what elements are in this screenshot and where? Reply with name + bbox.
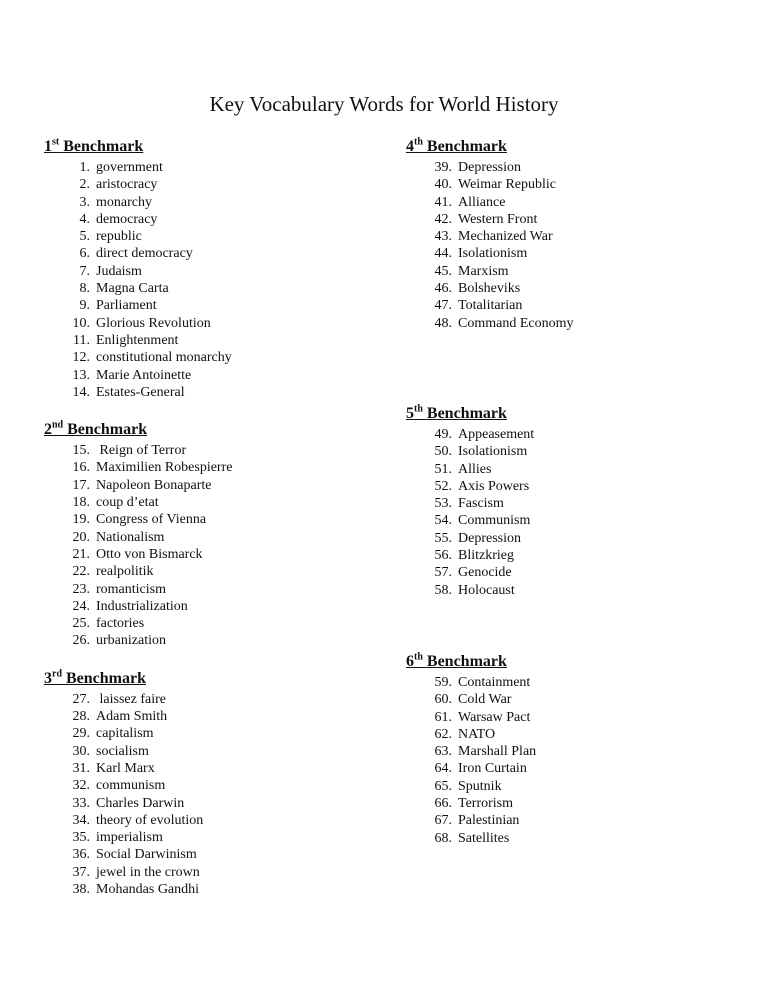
benchmark-section <box>406 403 746 599</box>
term-number: 4. <box>79 211 90 227</box>
term-item <box>44 598 374 615</box>
term-item <box>44 725 374 742</box>
term-item <box>44 632 374 649</box>
term-item <box>44 563 374 580</box>
term-item <box>406 228 746 245</box>
term-text: Bolsheviks <box>458 281 521 297</box>
term-number: 26. <box>72 633 90 649</box>
term-text: Satellites <box>458 830 510 846</box>
term-item <box>44 280 374 297</box>
benchmark-label: Benchmark <box>63 138 144 155</box>
term-item <box>406 547 746 564</box>
benchmark-number: 1 <box>44 138 52 155</box>
term-number: 61. <box>434 709 452 725</box>
benchmark-heading <box>406 136 746 158</box>
benchmark-section <box>406 651 746 847</box>
benchmark-ordinal-suffix: th <box>414 403 423 415</box>
benchmark-heading <box>406 403 746 425</box>
term-list <box>44 159 374 401</box>
term-text: Marshall Plan <box>458 744 537 760</box>
term-item <box>406 812 746 829</box>
term-text: Terrorism <box>458 796 514 812</box>
term-text: Holocaust <box>458 582 515 598</box>
term-number: 15. <box>72 443 90 459</box>
term-number: 38. <box>72 881 90 897</box>
term-number: 50. <box>434 444 452 460</box>
term-item <box>406 495 746 512</box>
term-number: 27. <box>72 691 90 707</box>
term-number: 14. <box>72 384 90 400</box>
term-number: 46. <box>434 281 452 297</box>
term-number: 52. <box>434 478 452 494</box>
term-item <box>44 511 374 528</box>
benchmark-section <box>44 419 374 650</box>
term-item <box>44 442 374 459</box>
term-text: Nationalism <box>96 529 165 545</box>
term-number: 63. <box>434 744 452 760</box>
term-item <box>406 461 746 478</box>
term-text: Totalitarian <box>458 298 523 314</box>
term-number: 5. <box>79 229 90 245</box>
term-item <box>406 726 746 743</box>
term-text: democracy <box>96 211 158 227</box>
term-item <box>406 582 746 599</box>
term-item <box>44 795 374 812</box>
term-item <box>406 280 746 297</box>
benchmark-ordinal-suffix: st <box>52 136 60 148</box>
term-item <box>406 512 746 529</box>
term-item <box>44 332 374 349</box>
term-text: republic <box>96 229 142 245</box>
term-number: 21. <box>72 546 90 562</box>
term-item <box>44 263 374 280</box>
term-text: theory of evolution <box>96 812 204 828</box>
term-text: romanticism <box>96 581 166 597</box>
term-item <box>406 245 746 262</box>
term-text: Alliance <box>458 194 506 210</box>
benchmark-section <box>44 668 374 899</box>
term-item <box>44 615 374 632</box>
term-item <box>44 581 374 598</box>
term-item <box>44 708 374 725</box>
term-number: 19. <box>72 512 90 528</box>
term-number: 34. <box>72 812 90 828</box>
term-item <box>406 315 746 332</box>
page-title: Key Vocabulary Words for World History <box>209 92 559 116</box>
term-text: Glorious Revolution <box>96 315 211 331</box>
term-number: 58. <box>434 582 452 598</box>
term-item <box>406 263 746 280</box>
term-item <box>44 315 374 332</box>
term-text: Adam Smith <box>96 709 168 725</box>
term-number: 29. <box>72 726 90 742</box>
term-text: direct democracy <box>96 246 193 262</box>
term-text: laissez faire <box>96 691 166 707</box>
term-text: Allies <box>458 461 492 477</box>
term-text: monarchy <box>96 194 152 210</box>
term-text: Isolationism <box>458 444 528 460</box>
term-text: Congress of Vienna <box>96 512 207 528</box>
term-item <box>44 211 374 228</box>
term-number: 24. <box>72 598 90 614</box>
term-text: Napoleon Bonaparte <box>96 477 212 493</box>
term-item <box>44 228 374 245</box>
term-item <box>406 159 746 176</box>
term-text: Judaism <box>96 263 142 279</box>
term-item <box>44 777 374 794</box>
benchmark-heading <box>44 136 374 158</box>
term-text: Fascism <box>458 496 504 512</box>
term-text: Estates-General <box>96 384 185 400</box>
term-number: 28. <box>72 709 90 725</box>
term-text: imperialism <box>96 830 163 846</box>
term-text: constitutional monarchy <box>96 350 232 366</box>
term-item <box>406 760 746 777</box>
term-item <box>406 709 746 726</box>
term-number: 7. <box>79 263 90 279</box>
term-number: 67. <box>434 813 452 829</box>
term-text: Parliament <box>96 298 157 314</box>
term-item <box>44 384 374 401</box>
term-text: Command Economy <box>458 315 574 331</box>
term-text: Depression <box>458 160 521 175</box>
benchmark-label: Benchmark <box>66 669 146 687</box>
term-number: 2. <box>79 177 90 193</box>
benchmark-ordinal-suffix: rd <box>52 668 62 680</box>
benchmark-number: 3 <box>44 669 52 687</box>
benchmark-label: Benchmark <box>426 404 507 422</box>
term-number: 30. <box>72 743 90 759</box>
term-item <box>44 494 374 511</box>
term-number: 10. <box>72 315 90 331</box>
term-item <box>406 530 746 547</box>
term-number: 25. <box>72 616 90 632</box>
term-number: 49. <box>434 426 452 442</box>
term-number: 65. <box>434 778 452 794</box>
benchmark-number: 6 <box>406 652 414 670</box>
term-text: Social Darwinism <box>96 847 197 863</box>
term-number: 33. <box>72 795 90 811</box>
benchmark-label: Benchmark <box>426 138 507 155</box>
term-item <box>406 795 746 812</box>
term-item <box>44 546 374 563</box>
term-number: 37. <box>72 864 90 880</box>
term-text: socialism <box>96 743 149 759</box>
term-list <box>44 691 374 899</box>
term-number: 9. <box>79 298 90 314</box>
term-item <box>406 691 746 708</box>
term-text: communism <box>96 778 166 794</box>
term-text: Western Front <box>458 211 538 227</box>
term-text: Magna Carta <box>96 281 169 297</box>
term-text: Charles Darwin <box>96 795 185 811</box>
term-number: 53. <box>434 496 452 512</box>
term-text: jewel in the crown <box>96 864 200 880</box>
term-number: 12. <box>72 350 90 366</box>
term-number: 20. <box>72 529 90 545</box>
term-number: 6. <box>79 246 90 262</box>
term-text: capitalism <box>96 726 154 742</box>
term-text: Communism <box>458 513 531 529</box>
term-item <box>406 297 746 314</box>
term-list <box>406 159 746 332</box>
term-number: 8. <box>79 281 90 297</box>
benchmark-heading <box>44 668 374 690</box>
term-number: 68. <box>434 830 452 846</box>
term-number: 32. <box>72 778 90 794</box>
term-text: coup d’etat <box>96 495 159 511</box>
term-text: Warsaw Pact <box>458 709 531 725</box>
term-item <box>406 211 746 228</box>
term-item <box>44 846 374 863</box>
term-text: Otto von Bismarck <box>96 546 203 562</box>
term-number: 39. <box>434 160 452 175</box>
term-number: 54. <box>434 513 452 529</box>
term-text: Marxism <box>458 263 509 279</box>
term-number: 13. <box>72 367 90 383</box>
benchmark-heading <box>406 651 746 673</box>
term-number: 44. <box>434 246 452 262</box>
term-item <box>44 881 374 898</box>
term-number: 1. <box>79 160 90 175</box>
term-item <box>406 778 746 795</box>
term-item <box>44 245 374 262</box>
term-text: Mohandas Gandhi <box>96 881 200 897</box>
benchmark-number: 2 <box>44 421 52 439</box>
term-text: factories <box>96 616 145 632</box>
term-number: 40. <box>434 177 452 193</box>
term-item <box>44 477 374 494</box>
term-text: Industrialization <box>96 598 188 614</box>
term-item <box>44 829 374 846</box>
term-item <box>406 443 746 460</box>
term-text: Depression <box>458 530 521 546</box>
term-text: realpolitik <box>96 564 154 580</box>
term-number: 18. <box>72 495 90 511</box>
term-number: 43. <box>434 229 452 245</box>
term-number: 3. <box>79 194 90 210</box>
term-item <box>44 349 374 366</box>
term-number: 16. <box>72 460 90 476</box>
term-text: government <box>96 160 163 175</box>
benchmark-number: 4 <box>406 138 414 155</box>
benchmark-label: Benchmark <box>67 421 148 439</box>
term-number: 59. <box>434 674 452 690</box>
term-text: Containment <box>458 674 531 690</box>
term-item <box>406 176 746 193</box>
term-number: 47. <box>434 298 452 314</box>
term-text: Appeasement <box>458 426 535 442</box>
term-item <box>44 297 374 314</box>
left-column <box>44 136 374 898</box>
term-text: Sputnik <box>458 778 502 794</box>
benchmark-section <box>44 136 374 401</box>
term-item <box>406 830 746 847</box>
term-item <box>44 864 374 881</box>
term-text: urbanization <box>96 633 166 649</box>
term-text: Weimar Republic <box>458 177 557 193</box>
term-text: Reign of Terror <box>96 443 187 459</box>
term-text: Mechanized War <box>458 229 553 245</box>
term-item <box>44 691 374 708</box>
term-number: 66. <box>434 796 452 812</box>
term-item <box>44 760 374 777</box>
term-text: Blitzkrieg <box>458 548 514 564</box>
term-text: Iron Curtain <box>458 761 527 777</box>
term-text: NATO <box>458 726 496 742</box>
term-list <box>44 442 374 650</box>
term-number: 17. <box>72 477 90 493</box>
term-number: 62. <box>434 726 452 742</box>
term-number: 42. <box>434 211 452 227</box>
term-number: 45. <box>434 263 452 279</box>
benchmark-label: Benchmark <box>426 652 507 670</box>
term-number: 55. <box>434 530 452 546</box>
right-column <box>406 136 746 847</box>
term-item <box>406 478 746 495</box>
term-text: Palestinian <box>458 813 520 829</box>
term-item <box>44 194 374 211</box>
benchmark-ordinal-suffix: th <box>414 651 423 663</box>
term-item <box>44 743 374 760</box>
term-item <box>406 564 746 581</box>
term-number: 41. <box>434 194 452 210</box>
term-number: 31. <box>72 760 90 776</box>
term-text: Marie Antoinette <box>96 367 192 383</box>
benchmark-ordinal-suffix: th <box>414 136 423 148</box>
term-number: 11. <box>73 332 90 348</box>
benchmark-number: 5 <box>406 404 414 422</box>
term-text: aristocracy <box>96 177 158 193</box>
term-text: Isolationism <box>458 246 528 262</box>
term-number: 36. <box>72 847 90 863</box>
term-number: 48. <box>434 315 452 331</box>
term-list <box>406 426 746 599</box>
term-item <box>406 194 746 211</box>
term-item <box>44 367 374 384</box>
term-number: 51. <box>434 461 452 477</box>
term-list <box>406 674 746 847</box>
term-number: 60. <box>434 692 452 708</box>
term-text: Karl Marx <box>96 760 155 776</box>
term-item <box>406 743 746 760</box>
term-text: Axis Powers <box>458 478 530 494</box>
benchmark-ordinal-suffix: nd <box>52 419 64 431</box>
term-item <box>44 176 374 193</box>
term-number: 56. <box>434 548 452 564</box>
term-number: 57. <box>434 565 452 581</box>
term-text: Cold War <box>458 692 512 708</box>
term-item <box>44 529 374 546</box>
term-item <box>44 812 374 829</box>
term-number: 22. <box>72 564 90 580</box>
benchmark-heading <box>44 419 374 441</box>
benchmark-section <box>406 136 746 332</box>
term-text: Enlightenment <box>96 332 179 348</box>
term-text: Maximilien Robespierre <box>96 460 233 476</box>
term-number: 35. <box>72 830 90 846</box>
term-item <box>406 426 746 443</box>
term-item <box>44 159 374 176</box>
term-text: Genocide <box>458 565 512 581</box>
term-item <box>44 459 374 476</box>
term-number: 23. <box>72 581 90 597</box>
term-number: 64. <box>434 761 452 777</box>
term-item <box>406 674 746 691</box>
